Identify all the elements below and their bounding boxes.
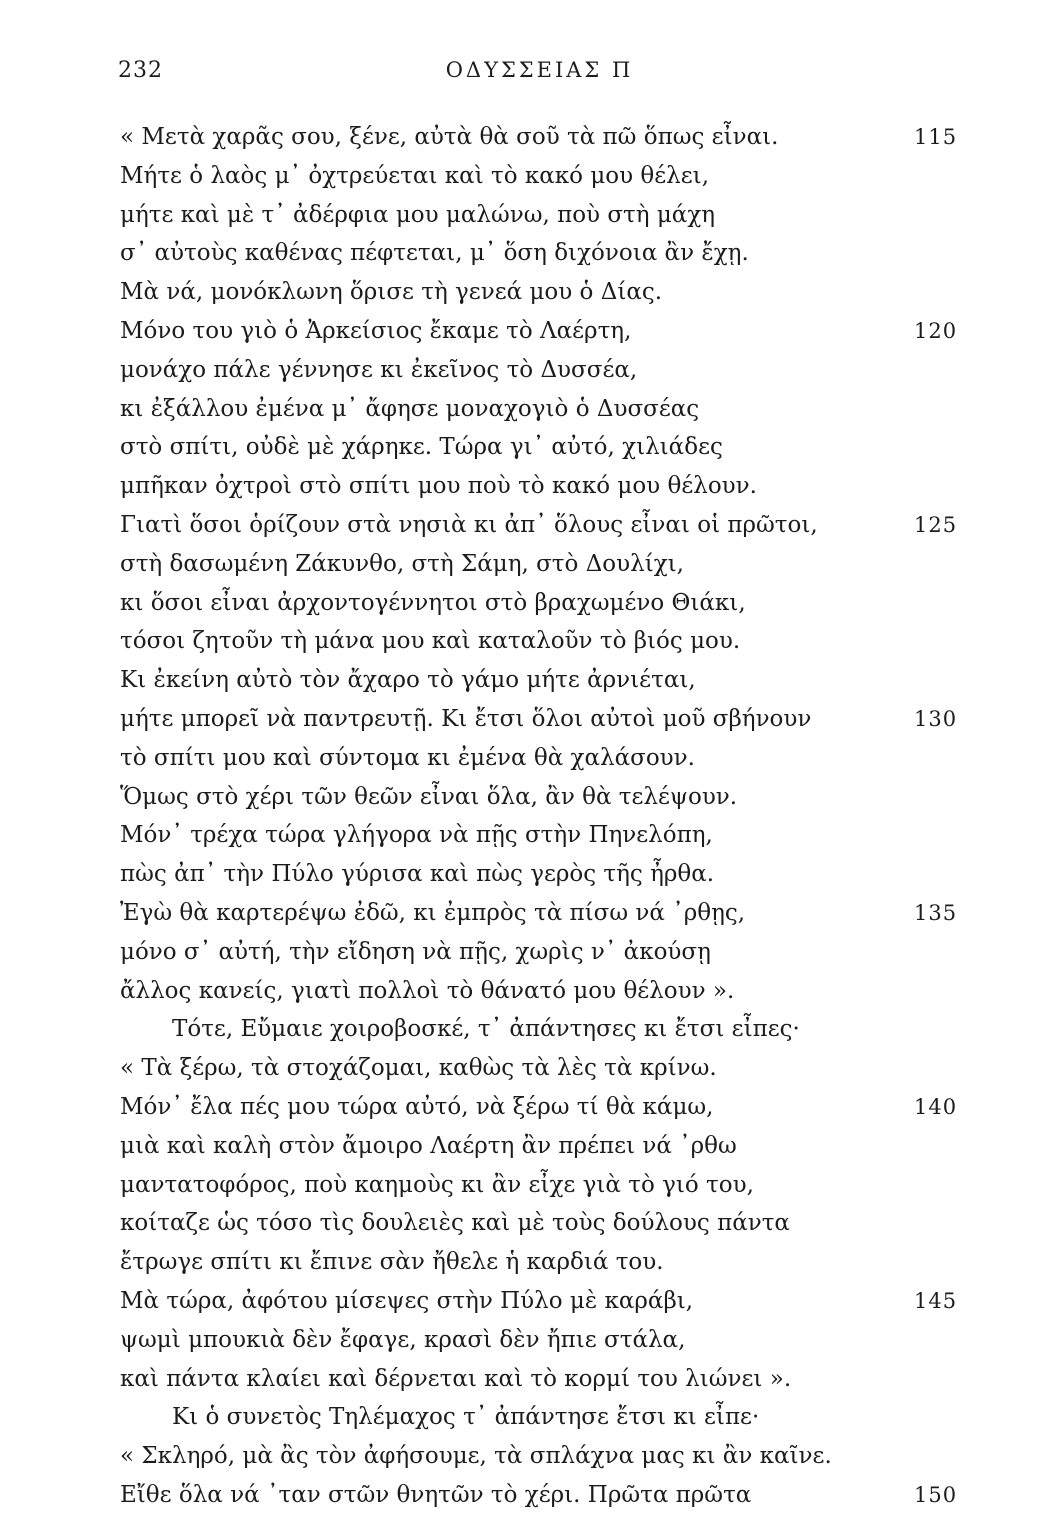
line-number: 140 <box>914 1094 958 1119</box>
verse-line <box>0 1127 1039 1166</box>
verse-text: σ᾽ αὐτοὺς καθένας πέφτεται, μ᾽ ὅση διχόνοια ἂν ἔχῃ. <box>120 240 749 267</box>
verse-text: τόσοι ζητοῦν τὴ μάνα μου καὶ καταλοῦν τὸ βιός μου. <box>120 628 741 655</box>
verse-text: μόνο σ᾽ αὐτή, τὴν εἴδηση νὰ πῇς, χωρὶς ν᾽ ἀκούσῃ <box>120 938 711 965</box>
verse-line <box>0 894 1039 933</box>
verse-text: ἄλλος κανείς, γιατὶ πολλοὶ τὸ θάνατό μου θέλουν ». <box>120 977 735 1004</box>
page-number: 232 <box>118 58 163 83</box>
verse-text: Ἐγὼ θὰ καρτερέψω ἐδῶ, κι ἐμπρὸς τὰ πίσω νά ᾽ρθῃς, <box>120 899 746 926</box>
verse-line <box>0 1398 1039 1437</box>
verse-text: στὸ σπίτι, οὐδὲ μὲ χάρηκε. Τώρα γι᾽ αὐτό, χιλιάδες <box>120 434 723 461</box>
verse-text: μαντατοφόρος, ποὺ καημοὺς κι ἂν εἶχε γιὰ τὸ γιό του, <box>120 1171 754 1198</box>
verse-text: ἔτρωγε σπίτι κι ἔπινε σὰν ἤθελε ἡ καρδιά του. <box>120 1249 664 1276</box>
verse-text: μπῆκαν ὀχτροὶ στὸ σπίτι μου ποὺ τὸ κακό μου θέλουν. <box>120 473 757 500</box>
verse-text: τὸ σπίτι μου καὶ σύντομα κι ἐμένα θὰ χαλάσουν. <box>120 744 695 771</box>
verse-text: μιὰ καὶ καλὴ στὸν ἄμοιρο Λαέρτη ἂν πρέπει νά ᾽ρθω <box>120 1132 737 1159</box>
verse-text: μήτε καὶ μὲ τ᾽ ἀδέρφια μου μαλώνω, ποὺ στὴ μάχη <box>120 201 716 228</box>
line-number: 130 <box>914 706 958 731</box>
verse-text: Μόνο του γιὸ ὁ Ἀρκείσιος ἔκαμε τὸ Λαέρτη, <box>120 317 632 344</box>
verse-text: καὶ πάντα κλαίει καὶ δέρνεται καὶ τὸ κορμί του λιώνει ». <box>120 1365 792 1392</box>
verse-line <box>0 234 1039 273</box>
verse-line <box>0 1360 1039 1399</box>
verse-line <box>0 1321 1039 1360</box>
verse-text: Μὰ τώρα, ἀφότου μίσεψες στὴν Πύλο μὲ καράβι, <box>120 1287 694 1314</box>
verse-text: Κι ἐκείνη αὐτὸ τὸν ἄχαρο τὸ γάμο μήτε ἀρνιέται, <box>120 667 696 694</box>
line-number: 150 <box>914 1482 958 1507</box>
verse-line <box>0 428 1039 467</box>
line-number: 115 <box>914 125 958 149</box>
verse-text: Τότε, Εὔμαιε χοιροβοσκέ, τ᾽ ἀπάντησες κι ἔτσι εἶπες· <box>172 1016 800 1043</box>
running-title: ΟΔΥΣΣΕΙΑΣ Π <box>445 58 634 82</box>
verse-line <box>0 351 1039 390</box>
verse-text: Μὰ νά, μονόκλωνη ὅρισε τὴ γενεά μου ὁ Δίας. <box>120 279 663 306</box>
verse-text: Εἴθε ὅλα νά ᾽ταν στῶν θνητῶν τὸ χέρι. Πρῶτα πρῶτα <box>120 1481 752 1508</box>
verse-line <box>0 933 1039 972</box>
verse-line <box>0 196 1039 235</box>
verse-text: Κι ὁ συνετὸς Τηλέμαχος τ᾽ ἀπάντησε ἔτσι κι εἶπε· <box>172 1404 760 1431</box>
verse-line <box>0 816 1039 855</box>
verse-text: ψωμὶ μπουκιὰ δὲν ἔφαγε, κρασὶ δὲν ἤπιε στάλα, <box>120 1326 686 1353</box>
verse-line <box>0 622 1039 661</box>
verse-line <box>0 1243 1039 1282</box>
verse-line <box>0 390 1039 429</box>
verse-line <box>0 661 1039 700</box>
verse-line <box>0 1282 1039 1321</box>
verse-line <box>0 312 1039 351</box>
page-header <box>0 58 1039 88</box>
verse-line <box>0 1166 1039 1205</box>
verse-line <box>0 584 1039 623</box>
verse-line <box>0 778 1039 817</box>
verse-line <box>0 739 1039 778</box>
verse-text: κι ἐξάλλου ἐμένα μ᾽ ἄφησε μοναχογιὸ ὁ Δυσσέας <box>120 395 700 422</box>
line-number: 125 <box>914 512 958 537</box>
verse-text: μονάχο πάλε γέννησε κι ἐκεῖνος τὸ Δυσσέα, <box>120 356 638 383</box>
verse-line <box>0 467 1039 506</box>
verse-line <box>0 1049 1039 1088</box>
verse-text: Μόν᾽ ἔλα πές μου τώρα αὐτό, νὰ ξέρω τί θὰ κάμω, <box>120 1093 714 1120</box>
verse-line <box>0 1204 1039 1243</box>
line-number: 135 <box>914 900 958 925</box>
verse-line <box>0 1437 1039 1476</box>
verse-text: Ὅμως στὸ χέρι τῶν θεῶν εἶναι ὅλα, ἂν θὰ τελέψουν. <box>120 783 738 810</box>
verse-line <box>0 1476 1039 1515</box>
verse-text: Μόν᾽ τρέχα τώρα γλήγορα νὰ πῇς στὴν Πηνελόπη, <box>120 822 713 849</box>
verse-line <box>0 972 1039 1011</box>
verse-text: « Μετὰ χαρᾶς σου, ξένε, αὐτὰ θὰ σοῦ τὰ πῶ ὅπως εἶναι. <box>120 124 779 150</box>
verse-line <box>0 157 1039 196</box>
verse-line <box>0 700 1039 739</box>
verse-text: στὴ δασωμένη Ζάκυνθο, στὴ Σάμη, στὸ Δουλίχι, <box>120 550 684 577</box>
verse-text: μήτε μπορεῖ νὰ παντρευτῇ. Κι ἔτσι ὅλοι αὐτοὶ μοῦ σβήνουν <box>120 705 812 732</box>
verse-list <box>0 118 1039 1515</box>
verse-text: « Σκληρό, μὰ ἂς τὸν ἀφήσουμε, τὰ σπλάχνα μας κι ἂν καῖνε. <box>120 1443 832 1470</box>
line-number: 145 <box>914 1288 958 1313</box>
verse-line <box>0 855 1039 894</box>
verse-text: Γιατὶ ὅσοι ὁρίζουν στὰ νησιὰ κι ἀπ᾽ ὅλους εἶναι οἱ πρῶτοι, <box>120 511 818 538</box>
verse-text: πὼς ἀπ᾽ τὴν Πύλο γύρισα καὶ πὼς γερὸς τῆς ἦρθα. <box>120 861 715 888</box>
verse-line <box>0 1010 1039 1049</box>
verse-line <box>0 1088 1039 1127</box>
verse-line <box>0 118 1039 157</box>
verse-text: « Τὰ ξέρω, τὰ στοχάζομαι, καθὼς τὰ λὲς τὰ κρίνω. <box>120 1055 717 1082</box>
verse-text: κι ὅσοι εἶναι ἀρχοντογέννητοι στὸ βραχωμένο Θιάκι, <box>120 589 746 616</box>
verse-line <box>0 506 1039 545</box>
verse-line <box>0 273 1039 312</box>
line-number: 120 <box>914 318 958 343</box>
verse-text: Μήτε ὁ λαὸς μ᾽ ὀχτρεύεται καὶ τὸ κακό μου θέλει, <box>120 162 710 189</box>
verse-line <box>0 545 1039 584</box>
verse-text: κοίταζε ὡς τόσο τὶς δουλειὲς καὶ μὲ τοὺς δούλους πάντα <box>120 1210 790 1237</box>
